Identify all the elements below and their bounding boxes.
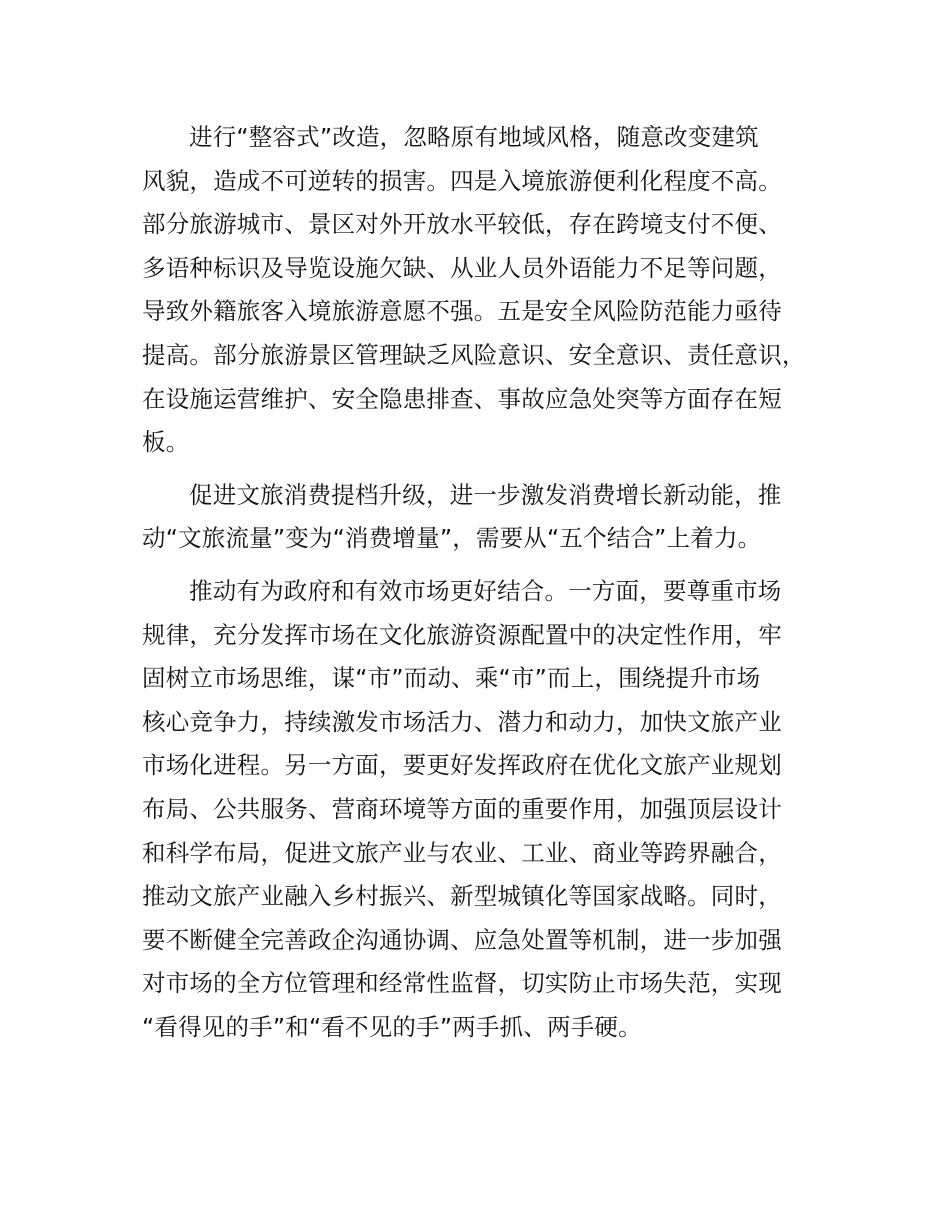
text-line: 推动有为政府和有效市场更好结合。一方面，要尊重市场 — [189, 576, 782, 605]
text-line: 进行“整容式”改造，忽略原有地域风格，随意改变建筑 — [189, 123, 759, 151]
paragraph-government-market — [142, 570, 834, 1050]
text-line: 布局、公共服务、营商环境等方面的重要作用，加强顶层设计 — [142, 794, 782, 823]
text-line: 促进文旅消费提档升级，进一步激发消费增长新动能，推 — [189, 480, 782, 509]
text-line: 在设施运营维护、安全隐患排查、事故应急处突等方面存在短 — [142, 384, 782, 413]
text-line: 部分旅游城市、景区对外开放水平较低，存在跨境支付不便、 — [142, 210, 782, 239]
paragraph-consumption-upgrade — [142, 474, 834, 561]
paragraph-tourism-problems — [142, 116, 834, 465]
text-line: 风貌，造成不可逆转的损害。四是入境旅游便利化程度不高。 — [142, 166, 782, 195]
text-line: 固树立市场思维，谋“市”而动、乘“市”而上，围绕提升市场 — [142, 664, 761, 693]
text-line: 对市场的全方位管理和经常性监督，切实防止市场失范，实现 — [142, 969, 782, 998]
text-line: 市场化进程。另一方面，要更好发挥政府在优化文旅产业规划 — [142, 751, 782, 780]
text-line: 多语种标识及导览设施欠缺、从业人员外语能力不足等问题， — [142, 253, 782, 282]
text-line: 导致外籍旅客入境旅游意愿不强。五是安全风险防范能力亟待 — [142, 297, 782, 326]
text-line: 推动文旅产业融入乡村振兴、新型城镇化等国家战略。同时， — [142, 882, 782, 911]
text-line: 要不断健全完善政企沟通协调、应急处置等机制，进一步加强 — [142, 925, 782, 954]
text-line: 和科学布局，促进文旅产业与农业、工业、商业等跨界融合， — [142, 838, 782, 867]
text-line: 核心竞争力，持续激发市场活力、潜力和动力，加快文旅产业 — [142, 707, 782, 736]
document-page — [142, 116, 834, 1058]
text-line: 板。 — [142, 428, 190, 457]
text-line: 规律，充分发挥市场在文化旅游资源配置中的决定性作用，牢 — [142, 620, 782, 649]
text-line: 提高。部分旅游景区管理缺乏风险意识、安全意识、责任意识， — [142, 340, 806, 369]
text-line: “看得见的手”和“看不见的手”两手抓、两手硬。 — [142, 1012, 642, 1041]
text-line: 动“文旅流量”变为“消费增量”，需要从“五个结合”上着力。 — [142, 524, 762, 553]
